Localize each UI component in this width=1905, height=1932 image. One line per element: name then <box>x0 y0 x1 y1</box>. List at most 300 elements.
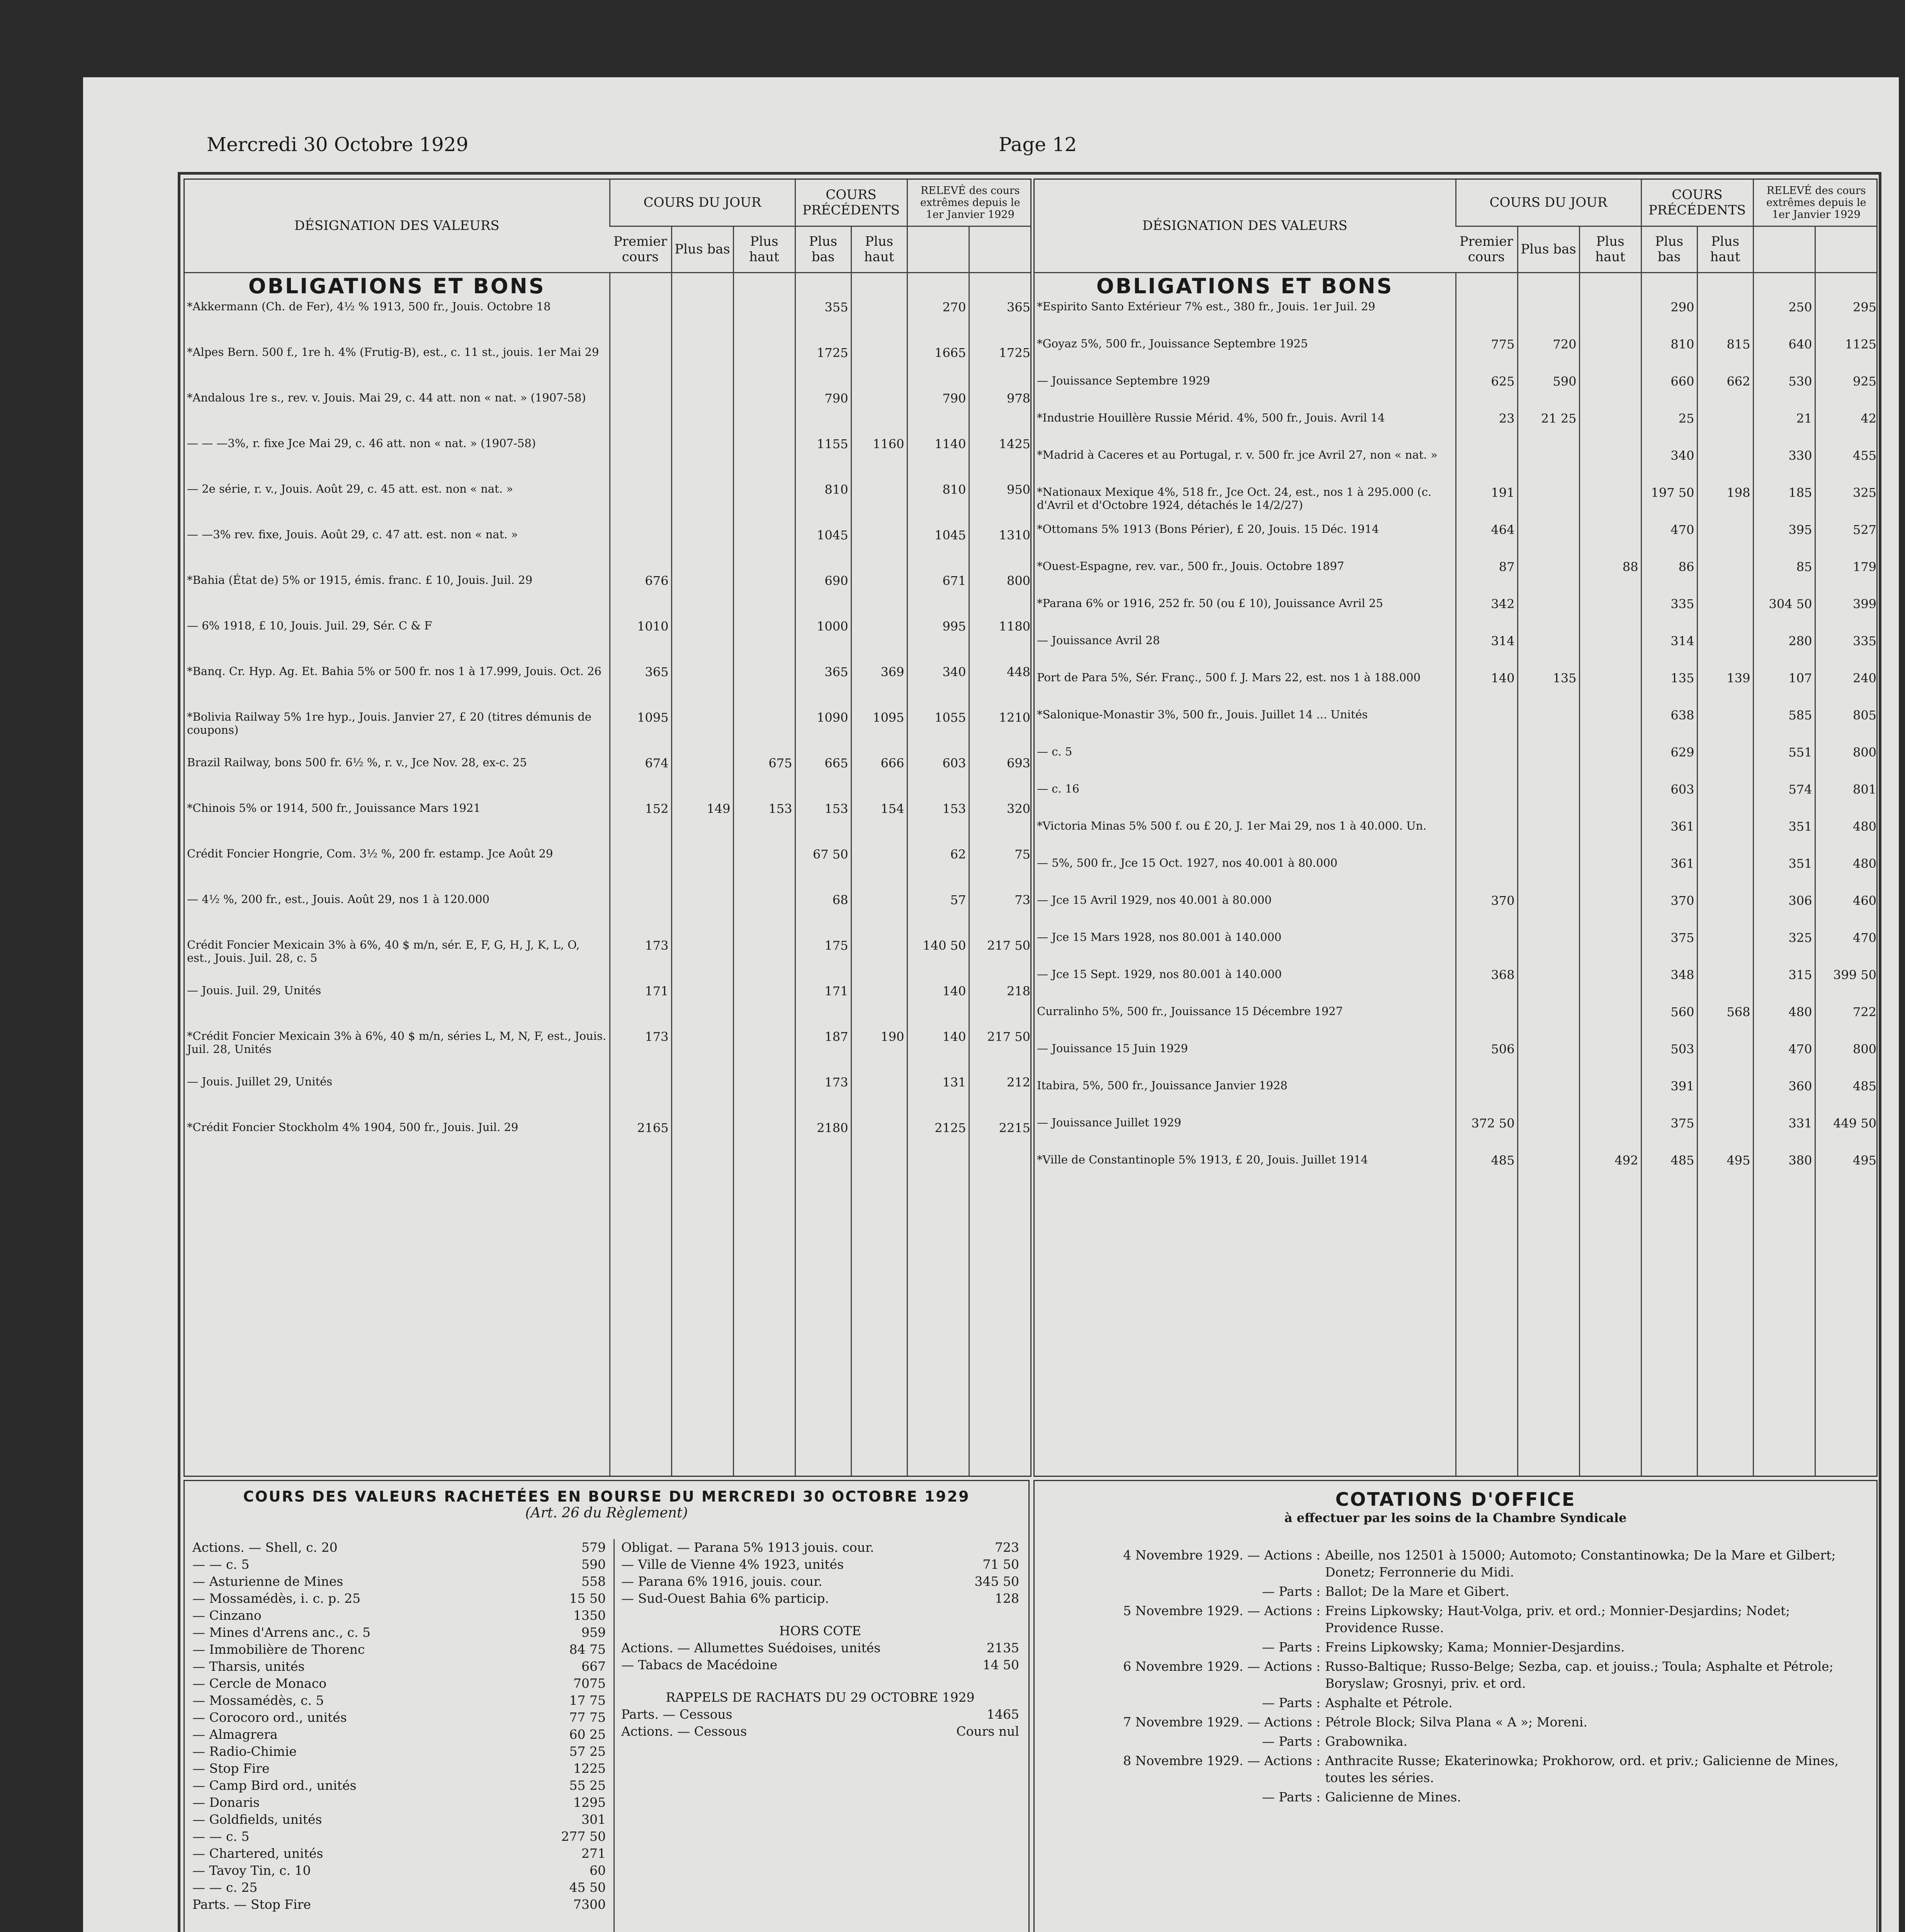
item-name: Actions. — Shell, c. 20 <box>192 1540 338 1555</box>
cotation-entry <box>1050 1789 1865 1806</box>
bond-rh: 325 <box>1815 485 1878 522</box>
right-bonds-grid <box>1035 180 1878 1477</box>
bond-pb: 361 <box>1641 855 1697 893</box>
item-value: Cours nul <box>956 1724 1019 1739</box>
bond-ph <box>851 345 907 390</box>
bond-prem: 152 <box>610 801 671 846</box>
bond-rh: 800 <box>1815 744 1878 781</box>
bond-rh: 1425 <box>969 436 1032 481</box>
bond-bas <box>1518 893 1579 930</box>
bond-haut <box>733 436 795 481</box>
bond-bas <box>671 345 733 390</box>
item-value: 45 50 <box>569 1880 606 1895</box>
bond-pb: 690 <box>795 573 851 618</box>
list-item <box>621 1590 1019 1607</box>
list-item <box>192 1879 606 1896</box>
item-name: — — c. 5 <box>192 1829 250 1844</box>
cotation-text: Russo-Baltique; Russo-Belge; Sezba, cap. et jouiss.; Toula; Asphalte et Pétrole; Boryslaw; Grosnyi, priv. et ord. <box>1325 1659 1834 1691</box>
bond-rb: 480 <box>1753 1004 1815 1041</box>
bond-pb: 197 50 <box>1641 485 1697 522</box>
filler-cell <box>1641 1189 1697 1477</box>
bond-ph <box>851 1120 907 1165</box>
bond-name: — Jouissance Avril 28 <box>1037 633 1160 647</box>
table-row <box>1035 930 1878 967</box>
bond-rb: 325 <box>1753 930 1815 967</box>
bond-rb: 1140 <box>907 436 969 481</box>
table-row <box>1035 485 1878 522</box>
bond-prem: 1095 <box>610 709 671 755</box>
bond-prem <box>610 481 671 527</box>
bond-bas <box>1518 707 1579 744</box>
bond-rh: 470 <box>1815 930 1878 967</box>
bond-name: *Banq. Cr. Hyp. Ag. Et. Bahia 5% or 500 fr. nos 1 à 17.999, Jouis. Oct. 26 <box>187 664 602 678</box>
cotation-date: 4 Novembre 1929. — Actions : <box>1123 1548 1320 1563</box>
cotation-date: — Parts : <box>1262 1734 1320 1749</box>
table-row <box>185 892 1032 937</box>
bond-ph <box>851 1074 907 1120</box>
col-plus-bas: Plus bas <box>671 226 733 272</box>
bond-ph <box>1697 633 1753 670</box>
item-name: — Radio-Chimie <box>192 1744 297 1759</box>
bond-bas <box>671 1120 733 1165</box>
bond-pb: 638 <box>1641 707 1697 744</box>
item-name: — Asturienne de Mines <box>192 1574 343 1589</box>
col-precedents-right: COURS PRÉCÉDENTS <box>1641 180 1753 226</box>
bond-haut <box>1579 930 1641 967</box>
bond-pb: 361 <box>1641 818 1697 855</box>
list-item <box>192 1573 606 1590</box>
item-name: — Immobilière de Thorenc <box>192 1642 365 1657</box>
bond-name: *Crédit Foncier Stockholm 4% 1904, 500 fr., Jouis. Juil. 29 <box>187 1120 518 1134</box>
bond-bas <box>671 299 733 345</box>
bond-name: *Ville de Constantinople 5% 1913, £ 20, Jouis. Juillet 1914 <box>1037 1153 1368 1166</box>
cotation-entry <box>1050 1602 1865 1636</box>
bond-name: Brazil Railway, bons 500 fr. 6½ %, r. v., Jce Nov. 28, ex-c. 25 <box>187 755 527 769</box>
bond-prem: 342 <box>1456 596 1518 633</box>
cotation-text: Galicienne de Mines. <box>1325 1789 1461 1804</box>
filler-cell <box>1815 1189 1878 1477</box>
bond-prem <box>1456 930 1518 967</box>
bond-ph <box>1697 559 1753 596</box>
bond-pb: 603 <box>1641 781 1697 818</box>
bond-prem <box>1456 299 1518 336</box>
col-prec-bas: Plus bas <box>795 226 851 272</box>
bond-prem: 23 <box>1456 410 1518 447</box>
hors-cote-title: HORS COTE <box>779 1623 862 1638</box>
cotation-date: — Parts : <box>1262 1695 1320 1710</box>
bond-haut <box>1579 818 1641 855</box>
bond-haut <box>733 390 795 436</box>
bond-haut <box>733 664 795 709</box>
bond-rh: 801 <box>1815 781 1878 818</box>
bond-rb: 790 <box>907 390 969 436</box>
item-name: — Corocoro ord., unités <box>192 1710 347 1725</box>
bond-rh: 485 <box>1815 1078 1878 1115</box>
cotation-entry <box>1050 1733 1865 1750</box>
bond-haut <box>1579 893 1641 930</box>
filler-cell <box>185 1165 610 1477</box>
rachetees-box <box>184 1480 1030 1932</box>
table-row <box>1035 781 1878 818</box>
bond-rb: 140 50 <box>907 937 969 983</box>
bond-name: — 6% 1918, £ 10, Jouis. Juil. 29, Sér. C & F <box>187 619 432 632</box>
bond-ph <box>1697 447 1753 485</box>
bond-ph <box>1697 596 1753 633</box>
bond-bas <box>1518 447 1579 485</box>
rappels-rachats-title: RAPPELS DE RACHATS DU 29 OCTOBRE 1929 <box>666 1690 975 1705</box>
cotation-text: Grabownika. <box>1325 1734 1408 1749</box>
bond-ph <box>1697 1078 1753 1115</box>
col-premier-right: Premier cours <box>1456 226 1518 272</box>
filler-cell <box>671 1165 733 1477</box>
list-item <box>192 1794 606 1811</box>
col-cours-du-jour: COURS DU JOUR <box>610 180 795 226</box>
bond-prem: 314 <box>1456 633 1518 670</box>
bond-name: *Industrie Houillère Russie Mérid. 4%, 500 fr., Jouis. Avril 14 <box>1037 411 1385 424</box>
bond-rh: 335 <box>1815 633 1878 670</box>
bond-pb: 629 <box>1641 744 1697 781</box>
table-row <box>1035 967 1878 1004</box>
bond-prem: 506 <box>1456 1041 1518 1078</box>
bond-bas <box>671 1074 733 1120</box>
col-designation-right: DÉSIGNATION DES VALEURS <box>1035 180 1456 272</box>
col-plus-bas-right: Plus bas <box>1518 226 1579 272</box>
bond-pb: 1000 <box>795 618 851 664</box>
rappels-rachats-list <box>621 1706 1019 1740</box>
item-name: — Cercle de Monaco <box>192 1676 327 1691</box>
col-cours-du-jour-right: COURS DU JOUR <box>1456 180 1641 226</box>
bond-rb: 340 <box>907 664 969 709</box>
bond-name: *Espirito Santo Extérieur 7% est., 380 fr., Jouis. 1er Juil. 29 <box>1037 299 1375 313</box>
cotation-text: Freins Lipkowsky; Kama; Monnier-Desjardins. <box>1325 1639 1625 1655</box>
list-item <box>621 1556 1019 1573</box>
bond-bas <box>1518 744 1579 781</box>
list-item <box>192 1896 606 1913</box>
item-name: — Goldfields, unités <box>192 1812 322 1827</box>
bond-rh: 480 <box>1815 855 1878 893</box>
col-premier: Premier cours <box>610 226 671 272</box>
bond-haut: 675 <box>733 755 795 801</box>
bond-bas <box>671 573 733 618</box>
bond-prem: 1010 <box>610 618 671 664</box>
item-value: 1350 <box>573 1608 606 1623</box>
bond-rh: 365 <box>969 299 1032 345</box>
item-value: 271 <box>581 1846 606 1861</box>
bond-name: *Andalous 1re s., rev. v. Jouis. Mai 29, c. 44 att. non « nat. » (1907-58) <box>187 391 586 404</box>
item-value: 2135 <box>987 1640 1019 1655</box>
bond-bas <box>1518 559 1579 596</box>
bond-rb: 330 <box>1753 447 1815 485</box>
bond-bas: 135 <box>1518 670 1579 707</box>
cotation-date: — Parts : <box>1262 1639 1320 1655</box>
cotation-text: Asphalte et Pétrole. <box>1325 1695 1453 1710</box>
bond-ph <box>1697 967 1753 1004</box>
bond-rb: 270 <box>907 299 969 345</box>
bond-pb: 375 <box>1641 930 1697 967</box>
bond-prem <box>1456 818 1518 855</box>
bond-rh: 218 <box>969 983 1032 1029</box>
bond-haut <box>1579 485 1641 522</box>
table-row <box>1035 1041 1878 1078</box>
bond-pb: 173 <box>795 1074 851 1120</box>
table-row <box>1035 522 1878 559</box>
bond-name: *Parana 6% or 1916, 252 fr. 50 (ou £ 10), Jouissance Avril 25 <box>1037 596 1383 610</box>
bond-haut <box>733 846 795 892</box>
list-item <box>192 1709 606 1726</box>
bond-bas <box>1518 596 1579 633</box>
item-name: — Donaris <box>192 1795 260 1810</box>
bond-prem: 775 <box>1456 336 1518 373</box>
bond-bas <box>1518 522 1579 559</box>
list-item <box>192 1777 606 1794</box>
bond-bas <box>1518 299 1579 336</box>
item-value: 590 <box>581 1557 606 1572</box>
bond-prem <box>610 345 671 390</box>
bond-bas <box>1518 1078 1579 1115</box>
item-name: Parts. — Cessous <box>621 1707 732 1722</box>
bond-ph: 190 <box>851 1029 907 1074</box>
list-item <box>192 1641 606 1658</box>
bond-ph <box>851 983 907 1029</box>
bond-name: Crédit Foncier Hongrie, Com. 3½ %, 200 fr. estamp. Jce Août 29 <box>187 847 553 860</box>
bond-prem <box>1456 781 1518 818</box>
bond-name: Port de Para 5%, Sér. Franç., 500 f. J. Mars 22, est. nos 1 à 188.000 <box>1037 670 1421 684</box>
item-name: — Mines d'Arrens anc., c. 5 <box>192 1625 371 1640</box>
cotations-subtitle: à effectuer par les soins de la Chambre Syndicale <box>1284 1510 1627 1525</box>
bond-pb: 391 <box>1641 1078 1697 1115</box>
bond-rh: 1180 <box>969 618 1032 664</box>
bond-haut <box>1579 373 1641 410</box>
bond-pb: 665 <box>795 755 851 801</box>
bond-name: Curralinho 5%, 500 fr., Jouissance 15 Décembre 1927 <box>1037 1004 1343 1018</box>
item-name: — Tabacs de Macédoine <box>621 1657 778 1672</box>
bond-ph <box>1697 855 1753 893</box>
bond-pb: 810 <box>1641 336 1697 373</box>
bond-bas: 149 <box>671 801 733 846</box>
bond-haut <box>1579 855 1641 893</box>
bond-prem <box>610 527 671 573</box>
bond-rh: 950 <box>969 481 1032 527</box>
bond-pb: 340 <box>1641 447 1697 485</box>
cotation-text: Ballot; De la Mare et Gibert. <box>1325 1584 1509 1599</box>
bond-prem <box>1456 855 1518 893</box>
bond-haut: 88 <box>1579 559 1641 596</box>
table-row <box>185 1029 1032 1074</box>
item-name: — Ville de Vienne 4% 1923, unités <box>621 1557 844 1572</box>
list-item <box>621 1656 1019 1673</box>
bond-ph <box>1697 893 1753 930</box>
bond-prem <box>610 846 671 892</box>
list-item <box>621 1539 1019 1556</box>
list-item <box>192 1539 606 1556</box>
filler-cell <box>795 1165 851 1477</box>
bond-rb: 280 <box>1753 633 1815 670</box>
bond-ph <box>851 937 907 983</box>
col-precedents: COURS PRÉCÉDENTS <box>795 180 907 226</box>
filler-cell <box>1035 1189 1456 1477</box>
bond-rh: 800 <box>969 573 1032 618</box>
bond-haut <box>733 618 795 664</box>
item-value: 17 75 <box>569 1693 606 1708</box>
bond-rh: 42 <box>1815 410 1878 447</box>
bond-pb: 348 <box>1641 967 1697 1004</box>
bond-name: Itabira, 5%, 500 fr., Jouissance Janvier 1928 <box>1037 1078 1288 1092</box>
bond-rb: 810 <box>907 481 969 527</box>
table-row <box>185 436 1032 481</box>
list-item <box>192 1675 606 1692</box>
table-row <box>185 1074 1032 1120</box>
table-row <box>1035 299 1878 336</box>
item-value: 57 25 <box>569 1744 606 1759</box>
table-row <box>185 1120 1032 1165</box>
bond-haut <box>733 299 795 345</box>
bond-prem <box>610 390 671 436</box>
bond-rb: 2125 <box>907 1120 969 1165</box>
table-row <box>1035 818 1878 855</box>
bond-name: — 4½ %, 200 fr., est., Jouis. Août 29, nos 1 à 120.000 <box>187 892 489 906</box>
bond-ph <box>1697 818 1753 855</box>
bond-bas <box>1518 818 1579 855</box>
bond-pb: 1090 <box>795 709 851 755</box>
table-filler <box>1035 1189 1878 1477</box>
cotation-text: Freins Lipkowsky; Haut-Volga, priv. et ord.; Monnier-Desjardins; Nodet; Providence Russe. <box>1325 1603 1790 1635</box>
bond-pb: 365 <box>795 664 851 709</box>
bond-pb: 171 <box>795 983 851 1029</box>
bond-pb: 335 <box>1641 596 1697 633</box>
bond-name: — —3% rev. fixe, Jouis. Août 29, c. 47 att. est. non « nat. » <box>187 527 518 541</box>
bond-ph: 666 <box>851 755 907 801</box>
bond-ph <box>851 481 907 527</box>
bond-ph <box>1697 410 1753 447</box>
table-row <box>185 481 1032 527</box>
rachetees-subtitle: (Art. 26 du Règlement) <box>525 1505 688 1521</box>
bond-bas: 590 <box>1518 373 1579 410</box>
bond-haut <box>1579 1041 1641 1078</box>
bond-rb: 1665 <box>907 345 969 390</box>
table-row <box>185 801 1032 846</box>
bond-prem <box>1456 707 1518 744</box>
item-value: 277 50 <box>561 1829 606 1844</box>
table-row <box>1035 596 1878 633</box>
bond-name: — 5%, 500 fr., Jce 15 Oct. 1927, nos 40.001 à 80.000 <box>1037 856 1337 869</box>
table-row <box>1035 855 1878 893</box>
item-name: — Camp Bird ord., unités <box>192 1778 357 1793</box>
item-name: Obligat. — Parana 5% 1913 jouis. cour. <box>621 1540 874 1555</box>
bond-pb: 2180 <box>795 1120 851 1165</box>
bond-ph: 198 <box>1697 485 1753 522</box>
bond-haut: 492 <box>1579 1152 1641 1189</box>
bond-haut <box>1579 1115 1641 1152</box>
bond-bas <box>671 664 733 709</box>
cotation-entry <box>1050 1694 1865 1711</box>
bond-name: *Bolivia Railway 5% 1re hyp., Jouis. Janvier 27, £ 20 (titres démunis de coupons) <box>187 710 591 736</box>
bond-ph <box>1697 744 1753 781</box>
bond-prem: 368 <box>1456 967 1518 1004</box>
cotation-entry <box>1050 1752 1865 1786</box>
bond-bas: 720 <box>1518 336 1579 373</box>
bond-name: — Jce 15 Sept. 1929, nos 80.001 à 140.000 <box>1037 967 1282 981</box>
left-section-title: OBLIGATIONS ET BONS <box>248 274 545 298</box>
bond-haut <box>1579 410 1641 447</box>
bond-pb: 1155 <box>795 436 851 481</box>
table-row <box>1035 1152 1878 1189</box>
item-name: — Tharsis, unités <box>192 1659 305 1674</box>
bond-rh: 693 <box>969 755 1032 801</box>
rachetees-divider <box>613 1539 615 1932</box>
table-row <box>185 664 1032 709</box>
col-prec-haut-right: Plus haut <box>1697 226 1753 272</box>
item-value: 301 <box>581 1812 606 1827</box>
bond-haut <box>733 983 795 1029</box>
bond-name: *Salonique-Monastir 3%, 500 fr., Jouis. Juillet 14 ... Unités <box>1037 707 1368 721</box>
table-row <box>185 527 1032 573</box>
item-value: 60 <box>590 1863 606 1878</box>
bond-haut <box>1579 707 1641 744</box>
cotation-entry <box>1050 1714 1865 1731</box>
bond-rh: 73 <box>969 892 1032 937</box>
bond-name: *Akkermann (Ch. de Fer), 4½ % 1913, 500 fr., Jouis. Octobre 18 <box>187 299 551 313</box>
right-bonds-table <box>1033 179 1878 1477</box>
filler-cell <box>1697 1189 1753 1477</box>
bond-pb: 660 <box>1641 373 1697 410</box>
table-row <box>185 755 1032 801</box>
bond-rh: 722 <box>1815 1004 1878 1041</box>
bond-name: — c. 16 <box>1037 782 1079 795</box>
item-name: — Almagrera <box>192 1727 278 1742</box>
bond-rb: 306 <box>1753 893 1815 930</box>
bond-rb: 153 <box>907 801 969 846</box>
list-item <box>621 1723 1019 1740</box>
bond-name: — Jouissance Septembre 1929 <box>1037 374 1210 387</box>
bond-prem: 87 <box>1456 559 1518 596</box>
bond-rh: 2215 <box>969 1120 1032 1165</box>
bond-rb: 250 <box>1753 299 1815 336</box>
table-row <box>1035 373 1878 410</box>
table-row <box>1035 410 1878 447</box>
cotation-entry <box>1050 1639 1865 1656</box>
bond-bas <box>1518 1041 1579 1078</box>
col-plus-haut-right: Plus haut <box>1579 226 1641 272</box>
bond-ph <box>1697 781 1753 818</box>
bond-rb: 470 <box>1753 1041 1815 1078</box>
bond-ph <box>851 299 907 345</box>
cotations-list <box>1050 1547 1865 1808</box>
item-value: 7075 <box>573 1676 606 1691</box>
bond-prem <box>1456 744 1518 781</box>
col-plus-haut: Plus haut <box>733 226 795 272</box>
col-releve: RELEVÉ des cours extrêmes depuis le 1er Janvier 1929 <box>907 180 1032 226</box>
list-item <box>192 1658 606 1675</box>
page-number: Page 12 <box>999 133 1077 156</box>
bond-pb: 810 <box>795 481 851 527</box>
col-prec-bas-right: Plus bas <box>1641 226 1697 272</box>
table-row <box>1035 447 1878 485</box>
bond-haut <box>733 892 795 937</box>
cotation-entry <box>1050 1583 1865 1600</box>
item-value: 1465 <box>987 1707 1019 1722</box>
bond-ph: 154 <box>851 801 907 846</box>
table-row <box>1035 893 1878 930</box>
bond-ph <box>1697 707 1753 744</box>
bond-rh: 1210 <box>969 709 1032 755</box>
bond-prem: 2165 <box>610 1120 671 1165</box>
bond-rb: 380 <box>1753 1152 1815 1189</box>
bond-rb: 1055 <box>907 709 969 755</box>
bond-rh: 399 50 <box>1815 967 1878 1004</box>
bond-rh: 75 <box>969 846 1032 892</box>
filler-cell <box>969 1165 1032 1477</box>
bond-rb: 140 <box>907 1029 969 1074</box>
